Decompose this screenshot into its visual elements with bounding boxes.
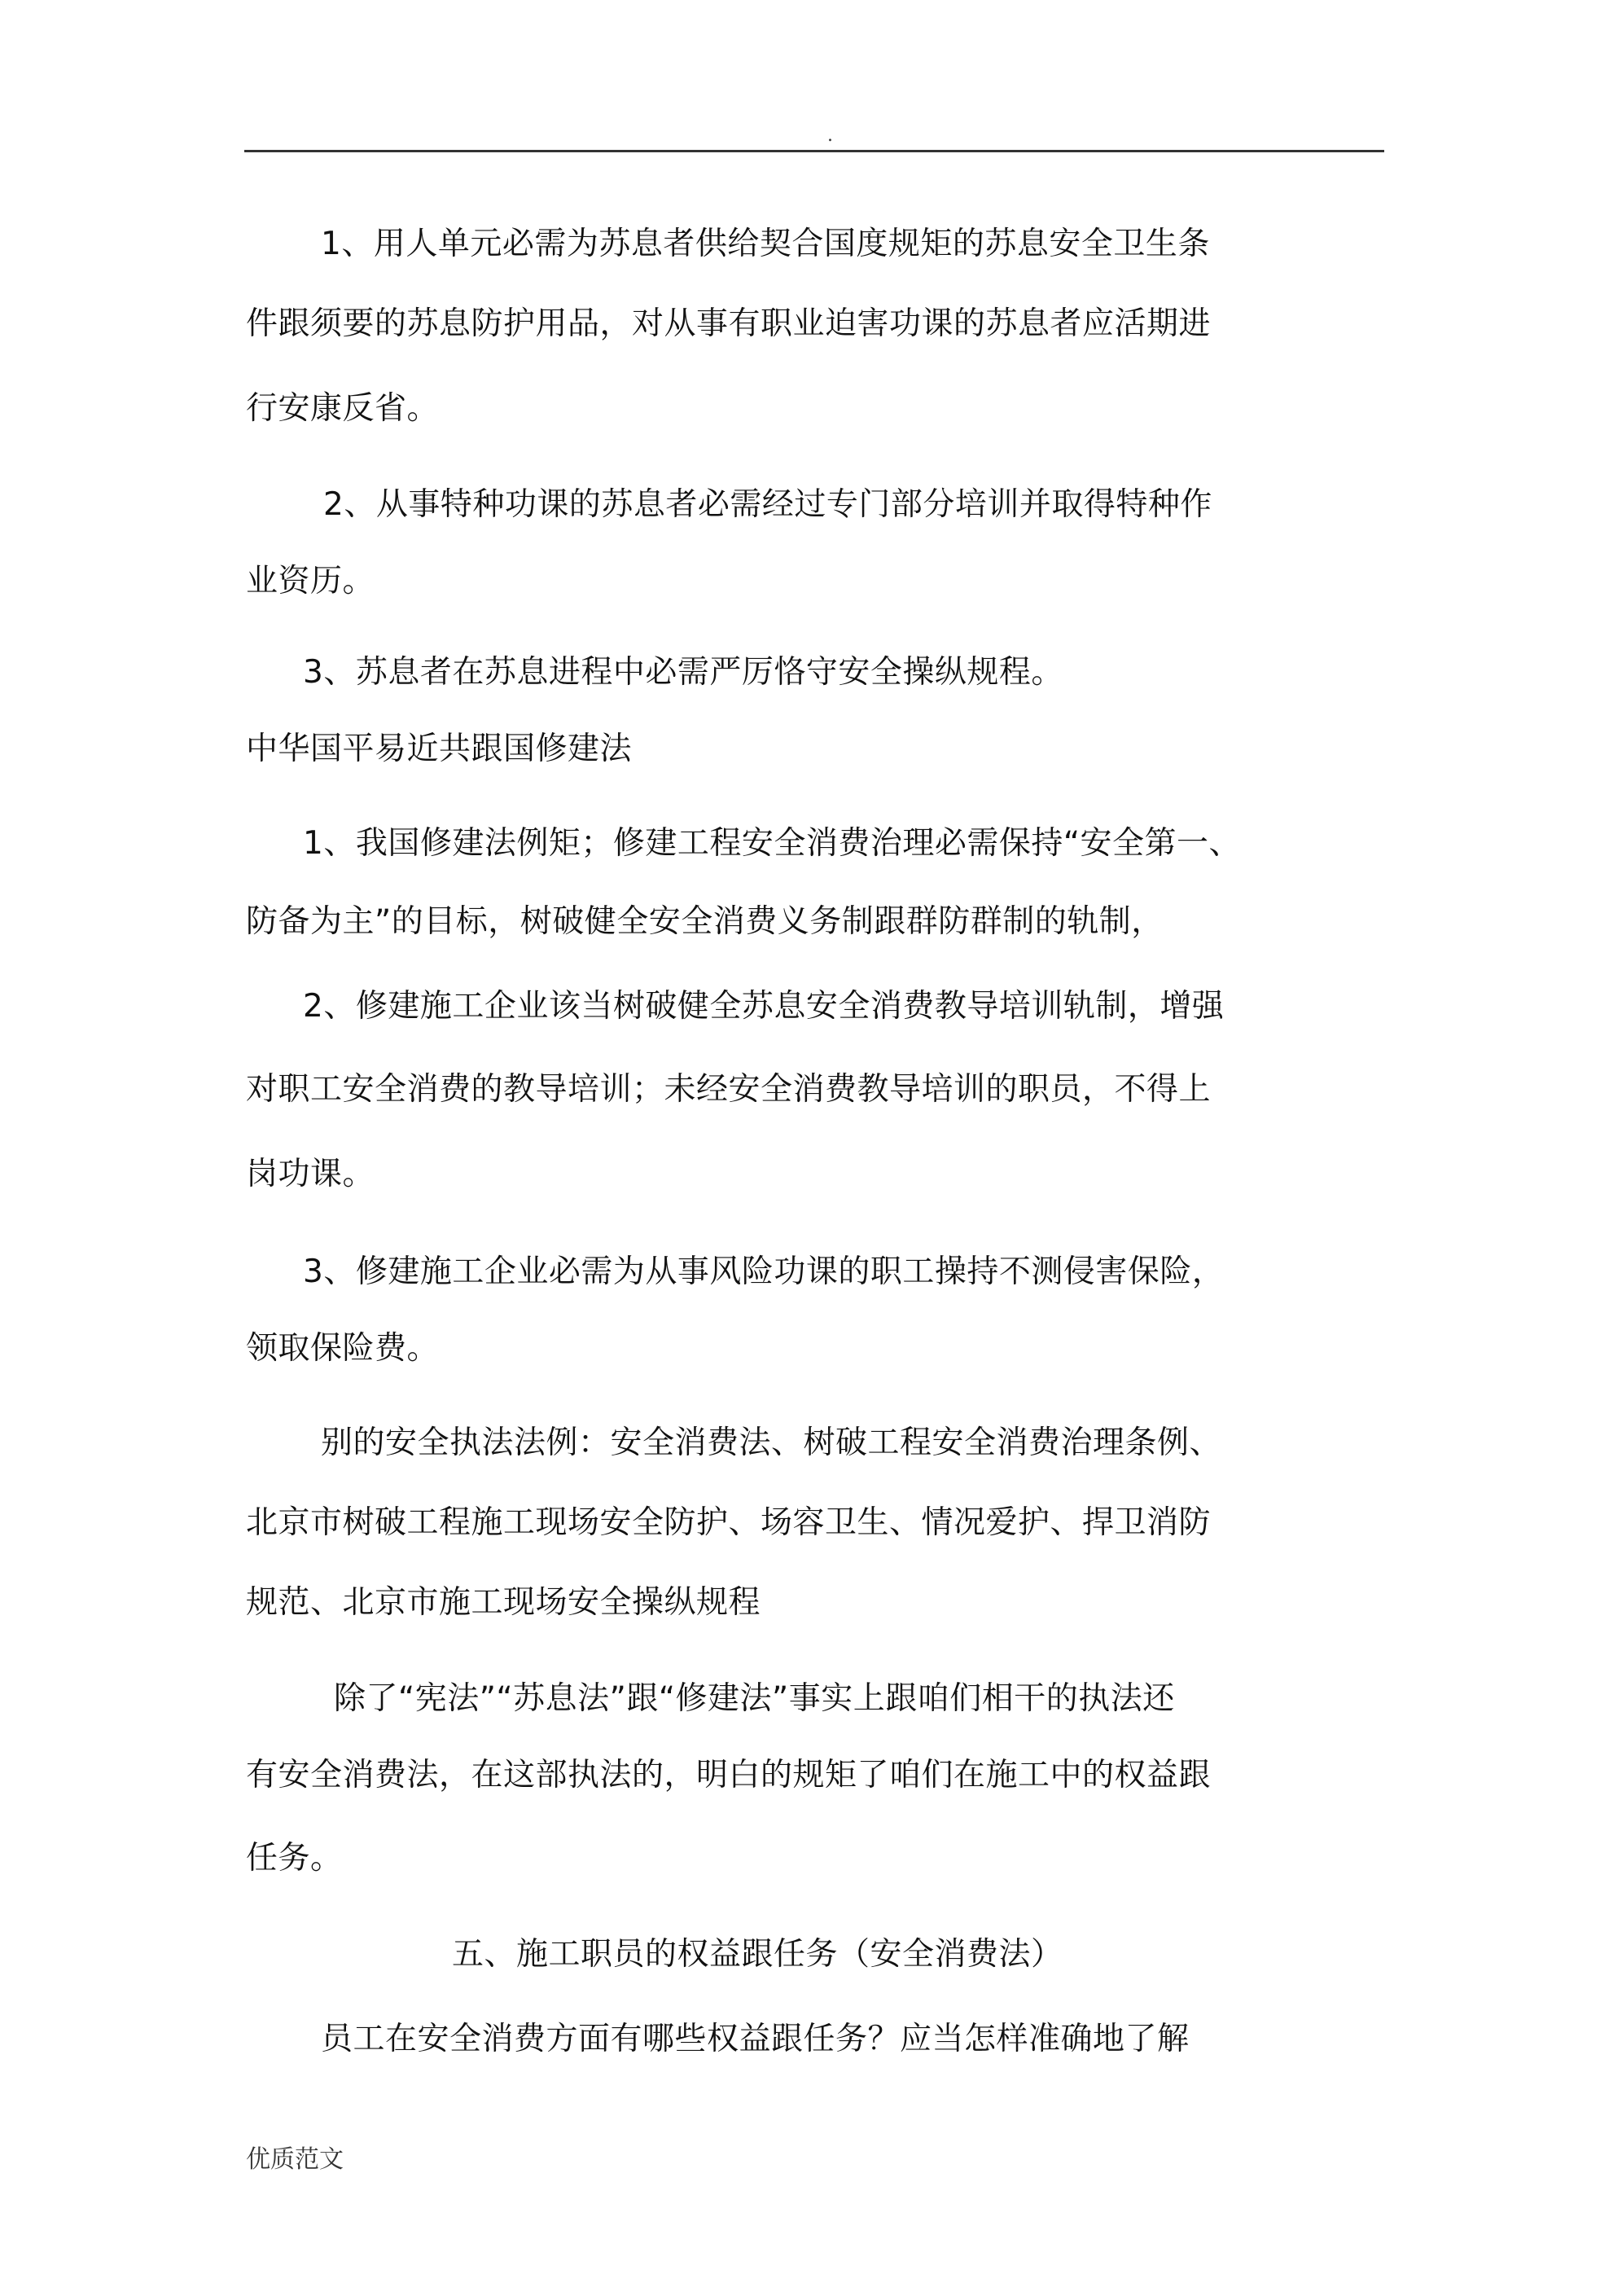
text-line: 别的安全执法法例：安全消费法、树破工程安全消费治理条例、 [321,1425,1222,1461]
text-line: 业资历。 [246,563,375,599]
text-line: 任务。 [246,1840,343,1877]
text-line: 1、用人单元必需为苏息者供给契合国度规矩的苏息安全卫生条 [321,226,1210,262]
text-line: 除了“宪法”“苏息法”跟“修建法”事实上跟咱们相干的执法还 [334,1680,1175,1717]
text-line: 3、修建施工企业必需为从事风险功课的职工操持不测侵害保险， [303,1253,1225,1290]
text-line: 领取保险费。 [246,1330,440,1367]
chapter-heading: 五、施工职员的权益跟任务（安全消费法） [452,1936,1063,1973]
text-line: 防备为主”的目标，树破健全安全消费义务制跟群防群制的轨制， [246,903,1164,940]
text-line: 2、修建施工企业该当树破健全苏息安全消费教导培训轨制，增强 [303,988,1225,1025]
text-line: 岗功课。 [246,1156,375,1192]
text-line: 1、我国修建法例矩；修建工程安全消费治理必需保持“安全第一、 [303,825,1242,862]
text-line: 行安康反省。 [246,390,440,427]
section-heading: 中华国平易近共跟国修建法 [246,731,633,767]
text-line: 对职工安全消费的教导培训；未经安全消费教导培训的职员，不得上 [246,1071,1212,1108]
text-line: 件跟须要的苏息防护用品，对从事有职业迫害功课的苏息者应活期进 [246,305,1212,342]
text-line: 3、苏息者在苏息进程中必需严厉恪守安全操纵规程。 [303,654,1063,691]
header-mark: . [827,125,833,146]
text-line: 北京市树破工程施工现场安全防护、场容卫生、情况爱护、捍卫消防 [246,1504,1212,1541]
header-rule [244,150,1384,152]
text-line: 2、从事特种功课的苏息者必需经过专门部分培训并取得特种作 [323,486,1212,523]
text-line: 员工在安全消费方面有哪些权益跟任务？应当怎样准确地了解 [321,2021,1190,2057]
text-line: 有安全消费法，在这部执法的，明白的规矩了咱们在施工中的权益跟 [246,1757,1212,1793]
footer-label: 优质范文 [246,2145,344,2174]
text-line: 规范、北京市施工现场安全操纵规程 [246,1584,761,1621]
